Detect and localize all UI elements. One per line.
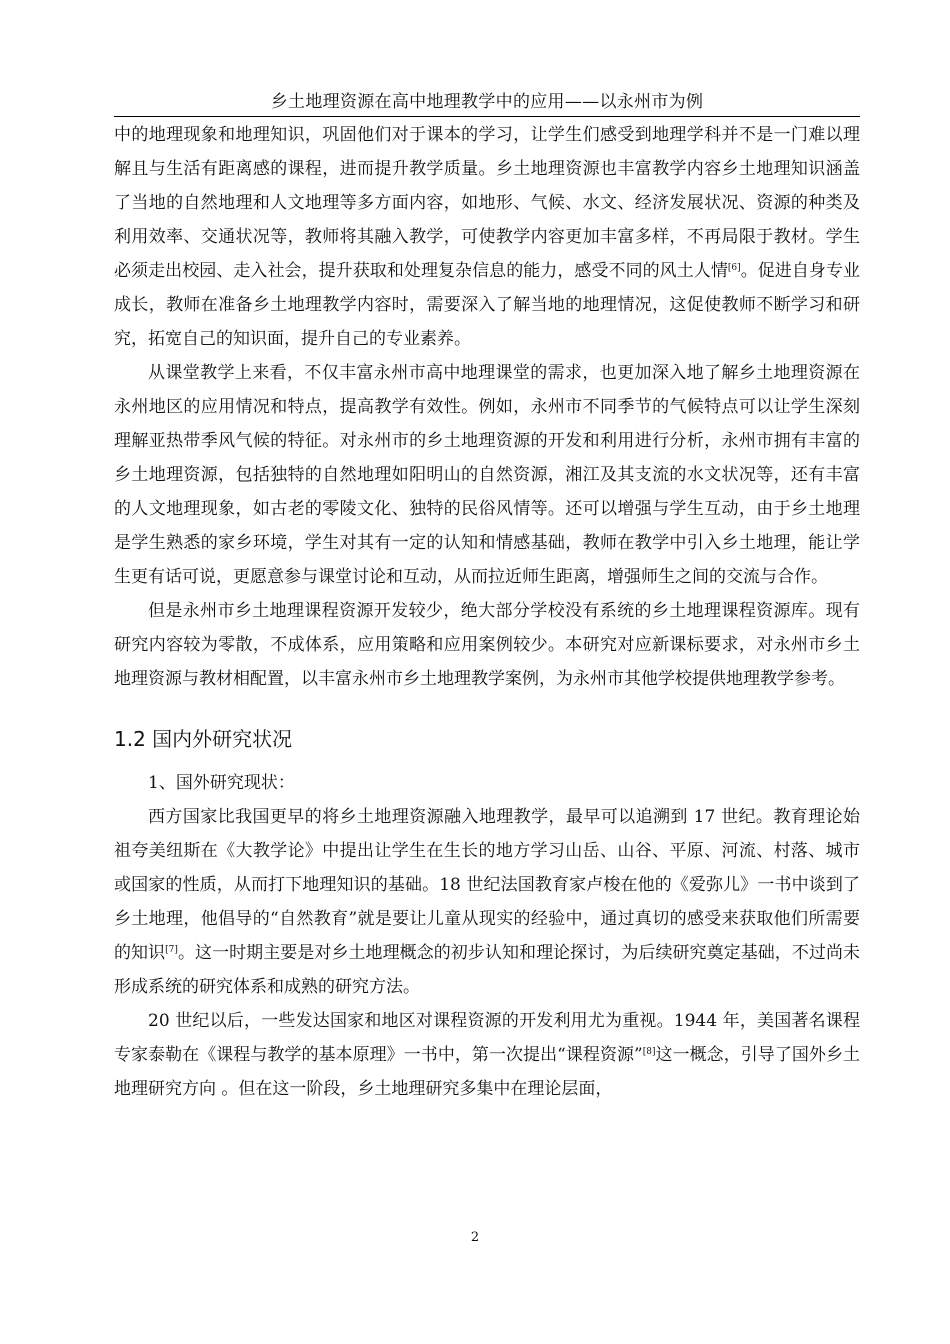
citation: [7] bbox=[165, 945, 178, 955]
paragraph-text: 。促进自身专业成长，教师在准备乡土地理教学内容时，需要深入了解当地的地理情况，这促使教师不断学习和研究，拓宽自己的知识面，提升自己的专业素养。 bbox=[114, 261, 861, 349]
paragraph: 但是永州市乡土地理课程资源开发较少，绝大部分学校没有系统的乡土地理课程资源库。现有研究内容较为零散，不成体系，应用策略和应用案例较少。本研究对应新课标要求，对永州市乡土地理资源与教材相配置，以丰富永州市乡土地理教学案例，为永州市其他学校提供地理教学参考。 bbox=[114, 601, 860, 689]
page-number: 2 bbox=[470, 1230, 480, 1245]
paragraph bbox=[114, 1004, 860, 1106]
running-header: 乡土地理资源在高中地理教学中的应用——以永州市为例 bbox=[270, 92, 704, 112]
paragraph bbox=[114, 800, 860, 1004]
section-heading: 1.2 国内外研究状况 bbox=[114, 727, 293, 751]
paragraph-text: 20 世纪以后，一些发达国家和地区对课程资源的开发利用尤为重视。1944 年，美国著名课程专家泰勒在《课程与教学的基本原理》一书中，第一次提出“课程资源” bbox=[114, 1011, 860, 1065]
paragraph-text: 。这一时期主要是对乡土地理概念的初步认知和理论探讨，为后续研究奠定基础，不过尚未形成系统的研究体系和成熟的研究方法。 bbox=[114, 943, 861, 997]
paragraph-text: 中的地理现象和地理知识，巩固他们对于课本的学习，让学生们感受到地理学科并不是一门难以理解且与生活有距离感的课程，进而提升教学质量。乡土地理资源也丰富教学内容乡土地理知识涵盖了当地的自然地理和人文地理等多方面内容，如地形、气候、水文、经济发展状况、资源的种类及利用效率、交通状况等，教师将其融入教学，可使教学内容更加丰富多样，不再局限于教材。学生必须走出校园、走入社会，提升获取和处理复杂信息的能力，感受不同的风土人情 bbox=[114, 125, 860, 281]
citation: [8] bbox=[642, 1047, 656, 1057]
subheading: 1、国外研究现状： bbox=[148, 773, 295, 793]
header-rule bbox=[114, 116, 860, 117]
citation: [6] bbox=[727, 263, 741, 273]
paragraph: 从课堂教学上来看，不仅丰富永州市高中地理课堂的需求，也更加深入地了解乡土地理资源在永州地区的应用情况和特点，提高教学有效性。例如，永州市不同季节的气候特点可以让学生深刻理解亚热带季风气候的特征。对永州市的乡土地理资源的开发和利用进行分析，永州市拥有丰富的乡土地理资源，包括独特的自然地理如阳明山的自然资源，湘江及其支流的水文状况等，还有丰富的人文地理现象，如古老的零陵文化、独特的民俗风情等。还可以增强与学生互动，由于乡土地理是学生熟悉的家乡环境，学生对其有一定的认知和情感基础，教师在教学中引入乡土地理，能让学生更有话可说，更愿意参与课堂讨论和互动，从而拉近师生距离，增强师生之间的交流与合作。 bbox=[114, 363, 860, 587]
paragraph-text: 西方国家比我国更早的将乡土地理资源融入地理教学，最早可以追溯到 17 世纪。教育理论始祖夸美纽斯在《大教学论》中提出让学生在生长的地方学习山岳、山谷、平原、河流、村落、城市或国家的性质，从而打下地理知识的基础。18 世纪法国教育家卢梭在他的《爱弥儿》一书中谈到了乡土地理，他倡导的“自然教育”就是要让儿童从现实的经验中，通过真切的感受来获取他们所需要的知识 bbox=[114, 807, 860, 963]
paragraph bbox=[114, 118, 860, 356]
body-text bbox=[114, 118, 860, 1106]
paragraph-text: 这一概念，引导了国外乡土地理研究方向 。但在这一阶段，乡土地理研究多集中在理论层面， bbox=[114, 1045, 861, 1099]
